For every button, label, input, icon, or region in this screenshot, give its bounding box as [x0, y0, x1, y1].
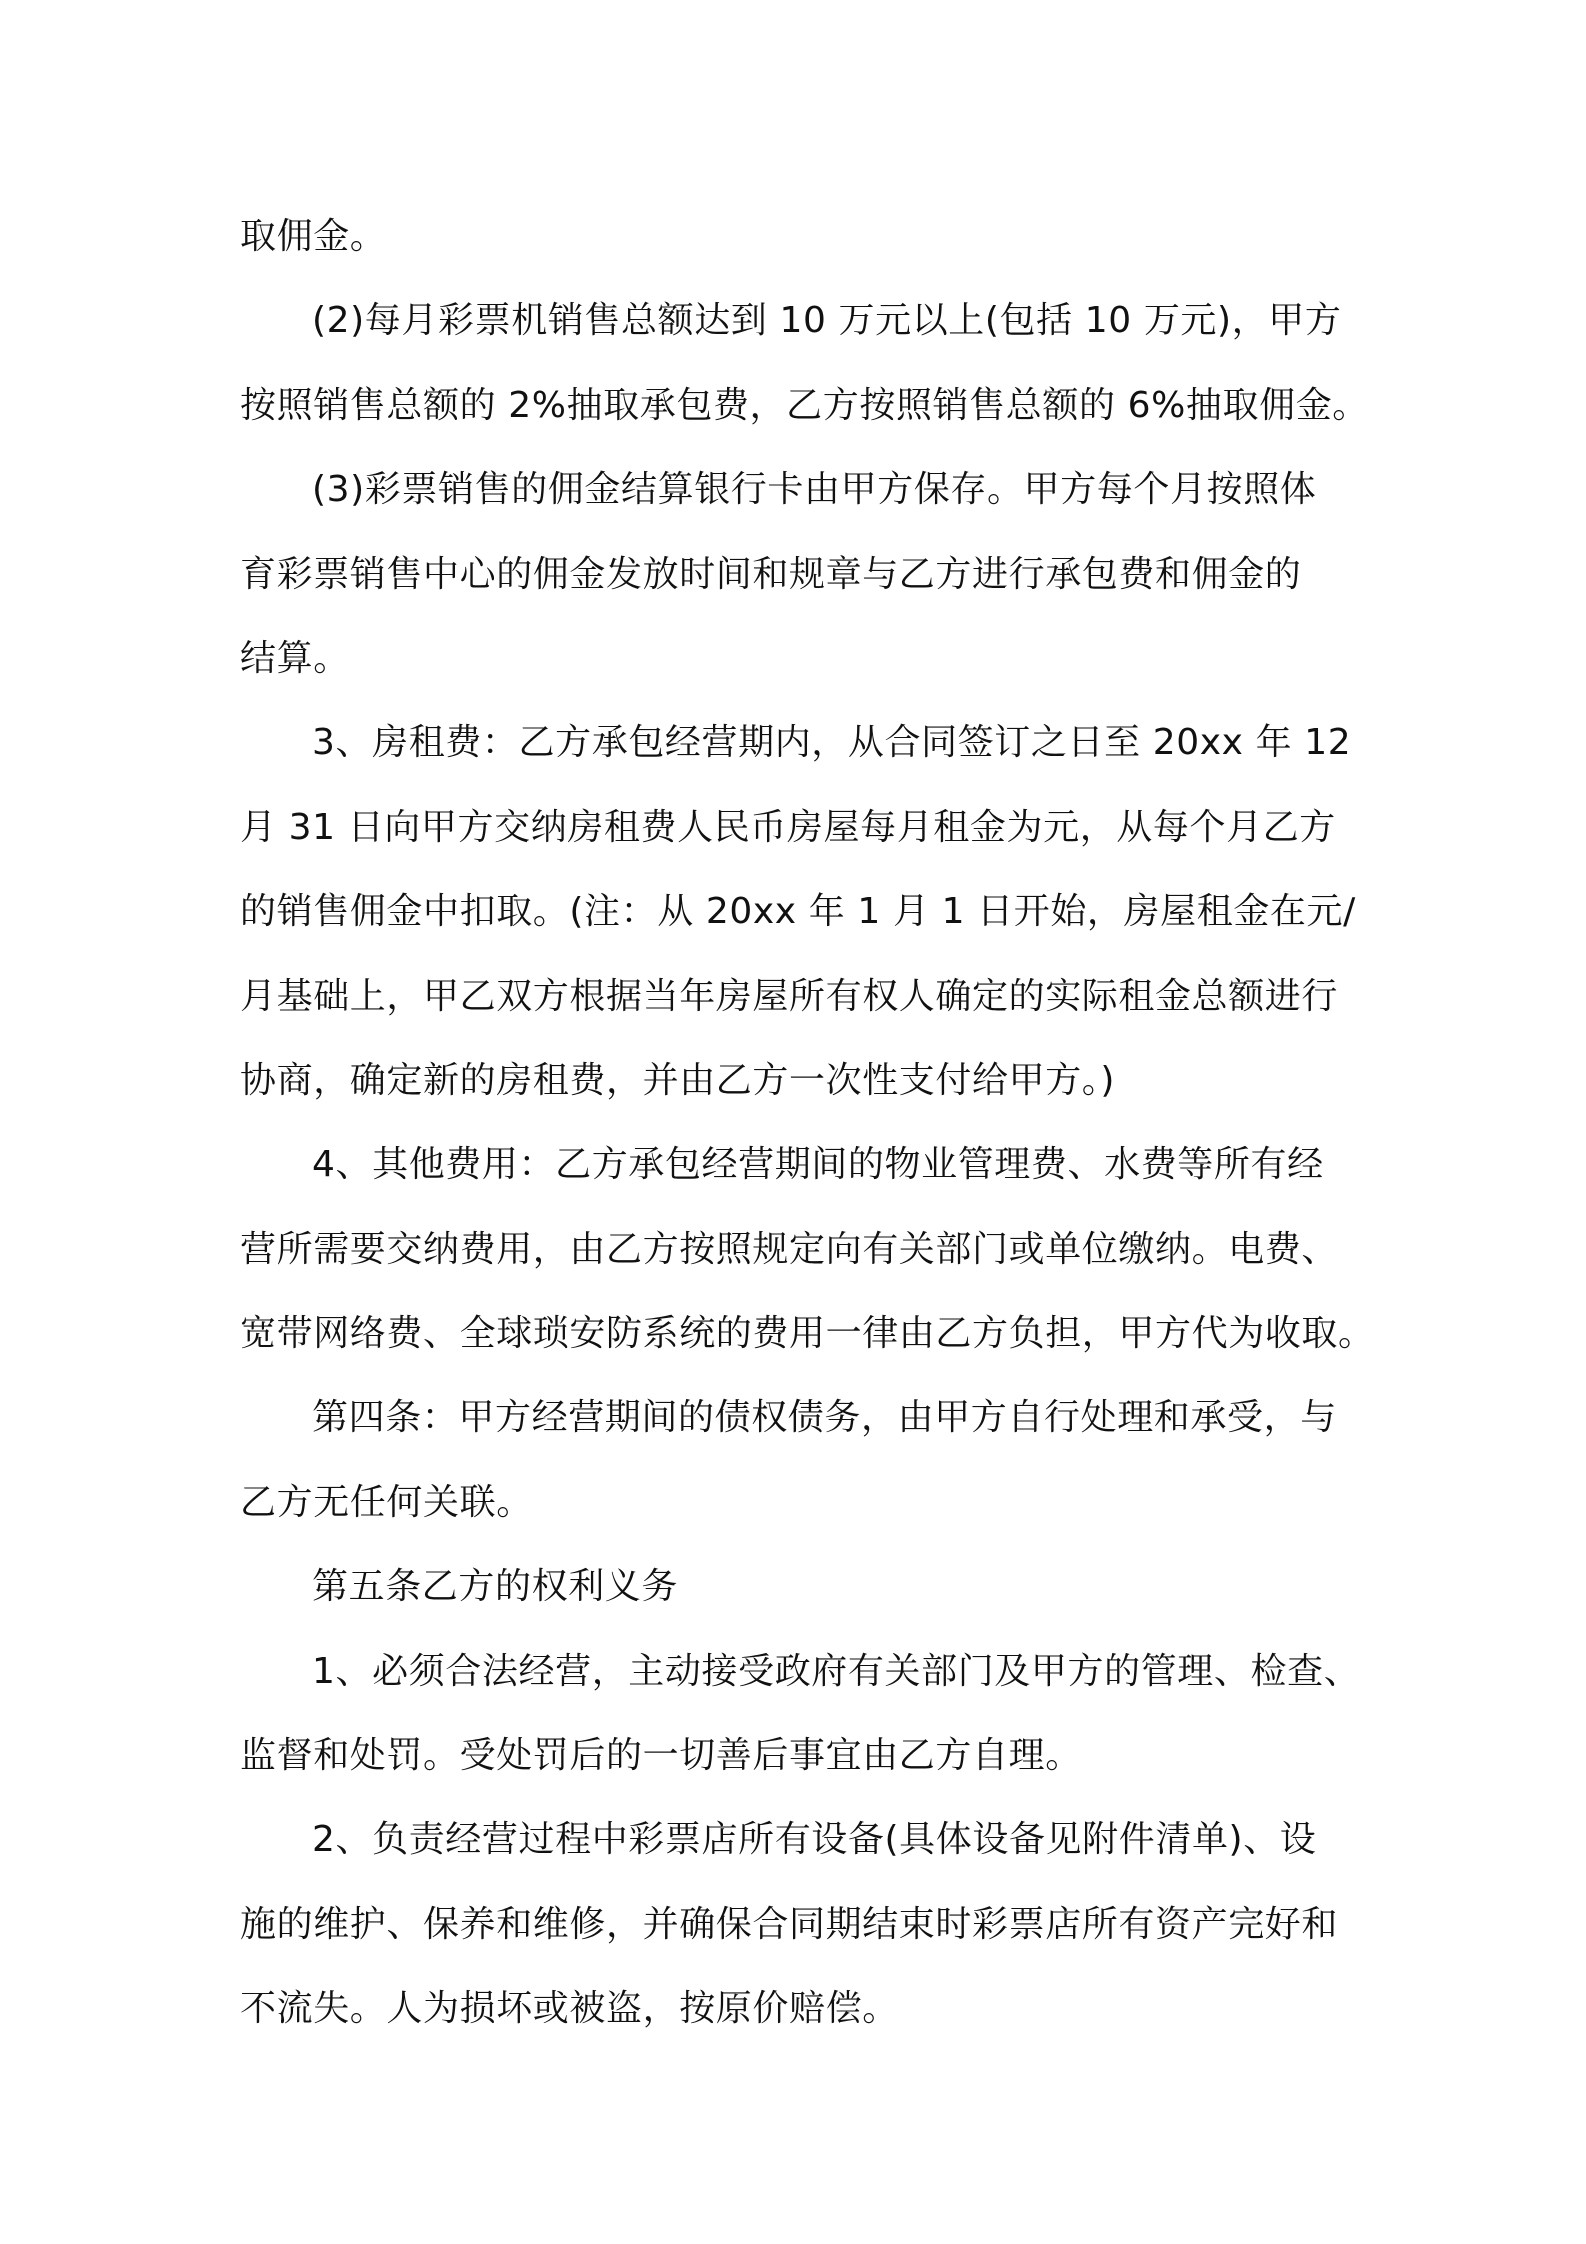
text-line: 的销售佣金中扣取。(注：从 20xx 年 1 月 1 日开始，房屋租金在元/: [240, 891, 1356, 933]
text-line: 月基础上，甲乙双方根据当年房屋所有权人确定的实际租金总额进行: [240, 975, 1339, 1017]
text-line: 按照销售总额的 2%抽取承包费，乙方按照销售总额的 6%抽取佣金。: [240, 384, 1369, 426]
text-line: 协商，确定新的房租费，并由乙方一次性支付给甲方。): [240, 1059, 1116, 1101]
text-line: 月 31 日向甲方交纳房租费人民币房屋每月租金为元，从每个月乙方: [240, 806, 1336, 848]
text-line: 1、必须合法经营，主动接受政府有关部门及甲方的管理、检查、: [312, 1650, 1361, 1692]
section-heading: 第五条乙方的权利义务: [312, 1566, 679, 1608]
text-line: 2、负责经营过程中彩票店所有设备(具体设备见附件清单)、设: [312, 1819, 1317, 1861]
text-line: 4、其他费用：乙方承包经营期间的物业管理费、水费等所有经: [312, 1144, 1324, 1186]
text-line: 结算。: [240, 637, 350, 679]
text-line: (3)彩票销售的佣金结算银行卡由甲方保存。甲方每个月按照体: [312, 469, 1317, 511]
text-line: 营所需要交纳费用，由乙方按照规定向有关部门或单位缴纳。电费、: [240, 1228, 1339, 1270]
text-line: 3、房租费：乙方承包经营期内，从合同签订之日至 20xx 年 12: [312, 722, 1352, 764]
text-line: 育彩票销售中心的佣金发放时间和规章与乙方进行承包费和佣金的: [240, 553, 1302, 595]
text-line: 乙方无任何关联。: [240, 1481, 533, 1523]
text-line: 监督和处罚。受处罚后的一切善后事宜由乙方自理。: [240, 1735, 1082, 1777]
text-line: 取佣金。: [240, 216, 387, 257]
text-line: 第四条：甲方经营期间的债权债务，由甲方自行处理和承受，与: [312, 1397, 1337, 1439]
text-line: 施的维护、保养和维修，并确保合同期结束时彩票店所有资产完好和: [240, 1903, 1339, 1945]
text-line: 宽带网络费、全球琐安防系统的费用一律由乙方负担，甲方代为收取。: [240, 1313, 1375, 1355]
document-body: [240, 195, 1375, 2052]
text-line: 不流失。人为损坏或被盗，按原价赔偿。: [240, 1988, 899, 2030]
text-line: (2)每月彩票机销售总额达到 10 万元以上(包括 10 万元)，甲方: [312, 300, 1342, 342]
